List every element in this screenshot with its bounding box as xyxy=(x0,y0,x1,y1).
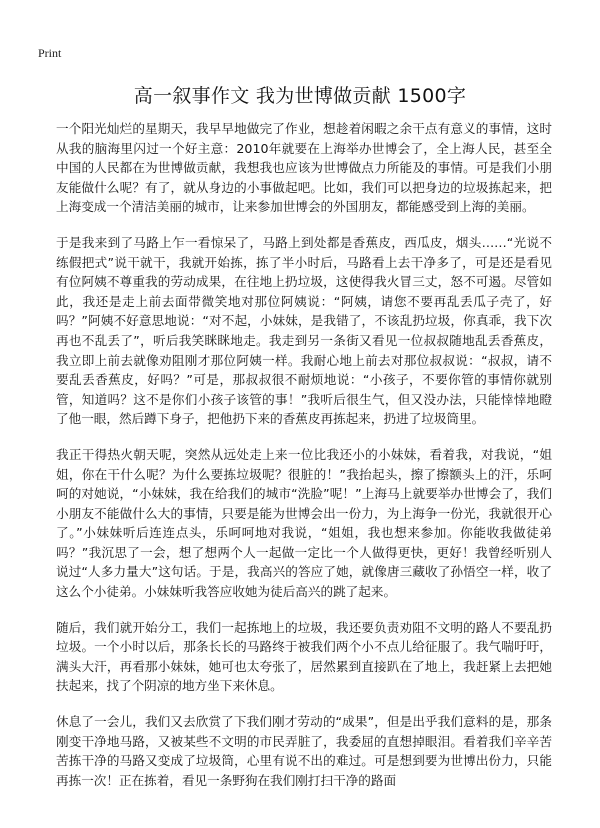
paragraph-1: 一个阳光灿烂的星期天，我早早地做完了作业，想趁着闲暇之余干点有意义的事情，这时从我的脑海里闪过一个好主意：2010年就要在上海举办世博会了，全上海人民，甚至全中国的人民都在为世博做贡献，我想我也应该为世博做点力所能及的事情。可是我们小朋友能做什么呢？有了，就从身边的小事做起吧。比如，我们可以把身边的垃圾拣起来，把上海变成一个清洁美丽的城市，让来参加世博会的外国朋友，都能感受到上海的美丽。 xyxy=(56,121,552,215)
paragraph-5: 休息了一会儿，我们又去欣赏了下我们刚才劳动的“成果”，但是出乎我们意料的是，那条刚变干净地马路，又被某些不文明的市民弄脏了，我委屈的直想掉眼泪。看着我们辛辛苦苦拣干净的马路又变成了垃圾筒，心里有说不出的难过。可是想到要为世博出份力，只能再拣一次！正在拣着，看见一条野狗在我们刚打扫干净的路面 xyxy=(56,714,552,788)
article-body xyxy=(56,119,552,790)
paragraph-3: 我正干得热火朝天呢，突然从远处走上来一位比我还小的小妹妹，看着我，对我说，“姐姐，你在干什么呢？为什么要拣垃圾呢？很脏的！”我抬起头，擦了擦额头上的汗，乐呵呵的对她说，“小妹妹，我在给我们的城市“洗脸”呢！”上海马上就要举办世博会了，我们小朋友不能做什么大的事情，只要是能为世博会出一份力，为上海争一份光，我就很开心了。”小妹妹听后连连点头，乐呵呵地对我说，“姐姐，我也想来参加。你能收我做徒弟吗？”我沉思了一会，想了想两个人一起做一定比一个人做得更快，更好！我曾经听别人说过“人多力量大”这句话。于是，我高兴的答应了她，就像唐三藏收了孙悟空一样，收了这么个小徒弟。小妹妹听我答应收她为徒后高兴的跳了起来。 xyxy=(56,446,552,600)
print-link[interactable]: Print xyxy=(38,46,62,60)
paragraph-4: 随后，我们就开始分工，我们一起拣地上的垃圾，我还要负责劝阻不文明的路人不要乱扔垃圾。一个小时以后，那条长长的马路终于被我们两个小不点儿给征服了。我气喘吁吁，满头大汗，再看那小妹妹，她可也太夸张了，居然累到直接趴在了地上，我赶紧上去把她扶起来，找了个阴凉的地方坐下来休息。 xyxy=(56,619,552,694)
page-title: 高一叙事作文 我为世博做贡献 1500字 xyxy=(133,85,467,107)
paragraph-2: 于是我来到了马路上乍一看惊呆了，马路上到处都是香蕉皮，西瓜皮，烟头……“光说不练假把式”说干就干，我就开始拣，拣了半小时后，马路看上去干净多了，可是还是看见有位阿姨不尊重我的劳动成果，在往地上扔垃圾，这使得我火冒三丈，怒不可遏。尽管如此，我还是走上前去面带微笑地对那位阿姨说：“阿姨，请您不要再乱丢瓜子壳了，好吗？”阿姨不好意思地说：“对不起，小妹妹，是我错了，不该乱扔垃圾，你真乖，我下次再也不乱丢了”，听后我笑眯眯地走。我走到另一条街又看见一位叔叔随地乱丢香蕉皮，我立即上前去就像劝阻刚才那位阿姨一样。我耐心地上前去对那位叔叔说：“叔叔，请不要乱丢香蕉皮，好吗？”可是，那叔叔很不耐烦地说：“小孩子，不要你管的事情你就别管，知道吗？这不是你们小孩子该管的事！”我听后很生气，但又没办法，只能悻悻地瞪了他一眼，然后蹲下身子，把他扔下来的香蕉皮再拣起来，扔进了垃圾筒里。 xyxy=(56,234,552,427)
